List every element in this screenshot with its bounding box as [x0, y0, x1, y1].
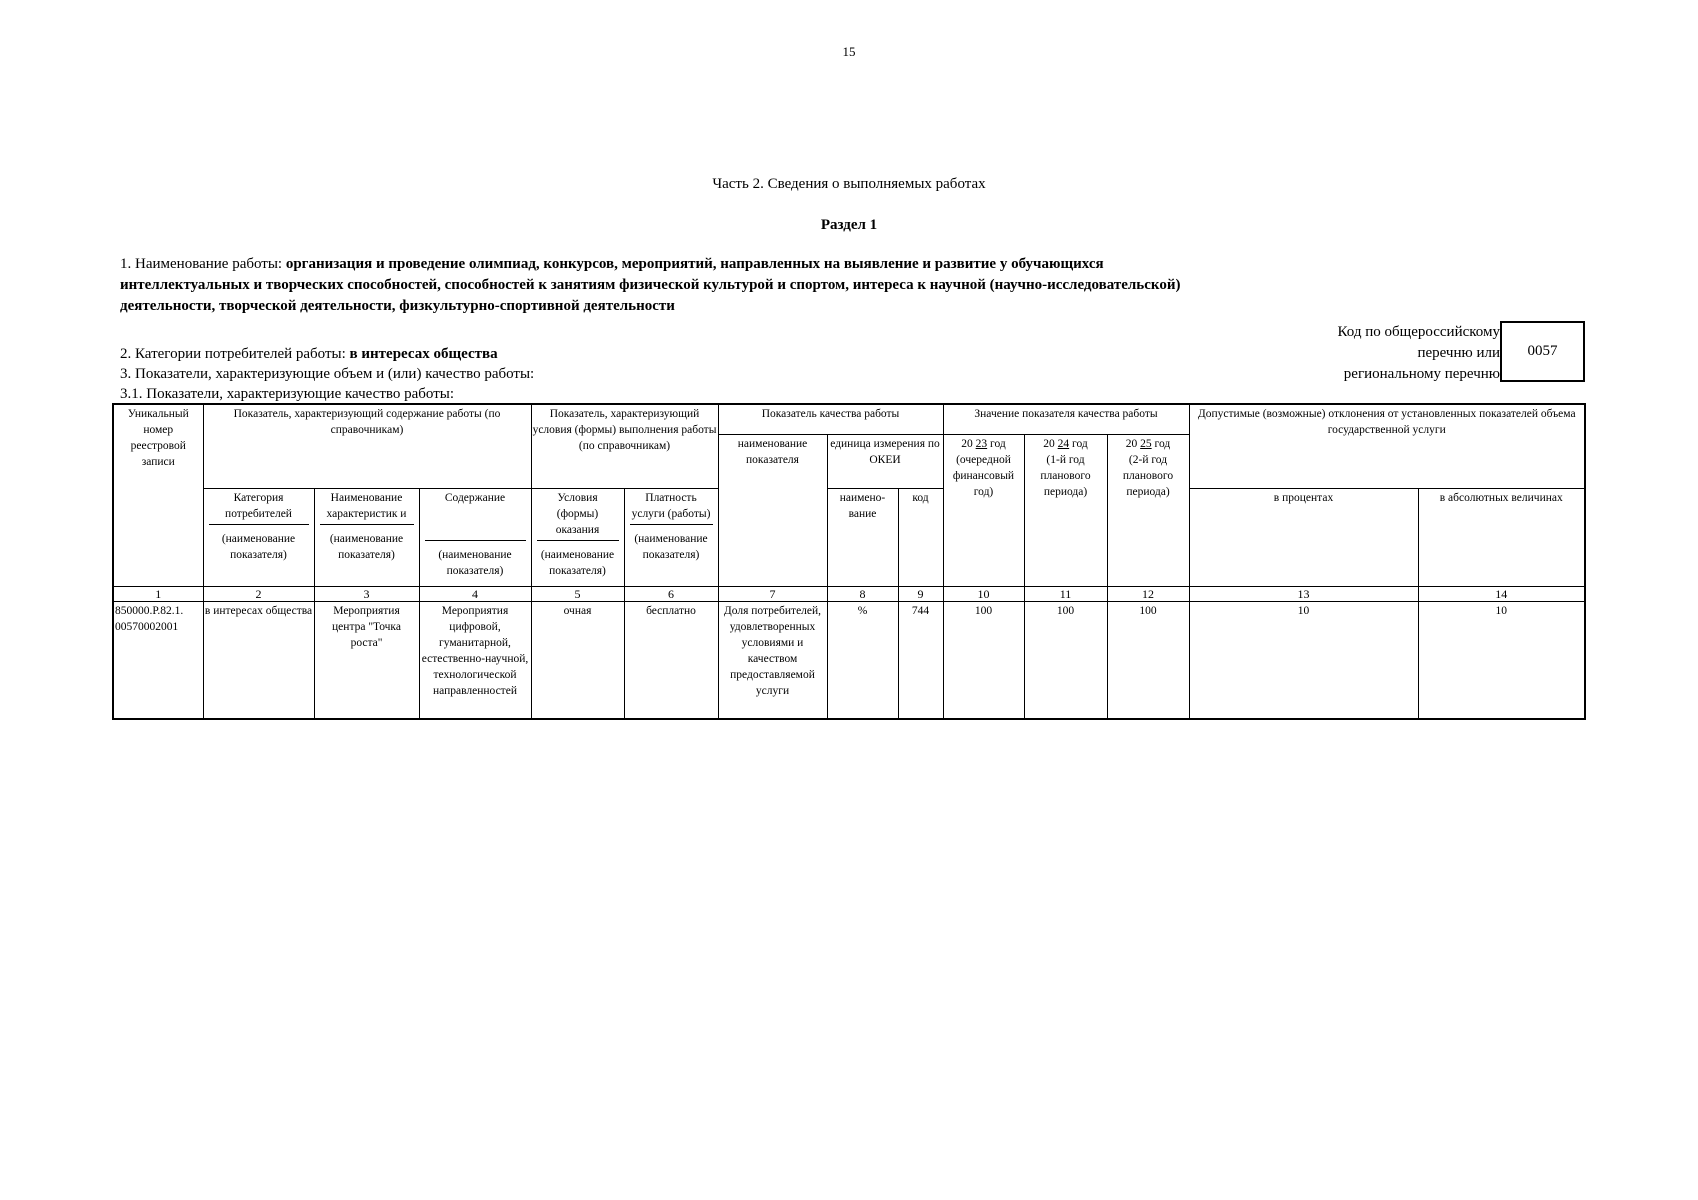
col-number: 10 [943, 586, 1024, 601]
year-3-value: 25 [1140, 437, 1152, 450]
cell-category: в интересах общества [203, 601, 314, 719]
header-indicator-name: наименование показателя [718, 434, 827, 586]
header-contents [419, 488, 531, 586]
header-unit-okei: единица измерения по ОКЕИ [827, 434, 943, 488]
header-contents-placeholder: (наименование показателя) [438, 548, 512, 577]
cell-value-year-2: 100 [1024, 601, 1107, 719]
header-conditions-indicator: Показатель, характеризующий условия (формы) выполнения работы (по справочникам) [531, 404, 718, 488]
header-unit-name: наимено-вание [827, 488, 898, 586]
code-label [1338, 322, 1500, 385]
year-2-value: 24 [1057, 437, 1070, 450]
header-char-name-placeholder: (наименование показателя) [329, 532, 404, 561]
col-number: 11 [1024, 586, 1107, 601]
year-1-prefix: 20 [961, 437, 973, 450]
header-conditions-label: Условия (формы) оказания [537, 490, 619, 541]
header-contents-label: Содержание [425, 490, 526, 541]
cell-payment: бесплатно [624, 601, 718, 719]
col-number: 8 [827, 586, 898, 601]
code-label-line3: региональному перечню [1343, 366, 1500, 382]
consumers-value: в интересах общества [349, 346, 498, 362]
year-3-word: год [1154, 437, 1171, 450]
work-name [120, 254, 1220, 317]
header-unit-code: код [898, 488, 943, 586]
year-2-desc: (1-й год планового периода) [1040, 453, 1091, 498]
table-row [113, 601, 1585, 719]
quality-title: 3.1. Показатели, характеризующие качество работы: [120, 386, 454, 402]
col-number: 12 [1107, 586, 1189, 601]
cell-unique-number: 850000.Р.82.1. 00570002001 [113, 601, 203, 719]
page-number: 15 [842, 44, 856, 59]
col-number: 4 [419, 586, 531, 601]
col-number: 14 [1418, 586, 1585, 601]
year-3-prefix: 20 [1125, 437, 1138, 450]
cell-unit-name: % [827, 601, 898, 719]
header-unique-number: Уникальный номер реестровой записи [113, 404, 203, 586]
header-conditions [531, 488, 624, 586]
cell-deviation-percent: 10 [1189, 601, 1418, 719]
col-number: 1 [113, 586, 203, 601]
cell-char-name: Мероприятия центра "Точка роста" [314, 601, 419, 719]
cell-indicator: Доля потребителей, удовлетворенных условиями и качеством предоставляемой услуги [718, 601, 827, 719]
consumers-line [120, 346, 498, 363]
cell-deviation-absolute: 10 [1418, 601, 1585, 719]
work-name-label: 1. Наименование работы: [120, 256, 286, 272]
col-number: 13 [1189, 586, 1418, 601]
consumers-label: 2. Категории потребителей работы: [120, 346, 350, 362]
cell-contents: Мероприятия цифровой, гуманитарной, естественно-научной, технологической направленностей [419, 601, 531, 719]
header-content-indicator: Показатель, характеризующий содержание работы (по справочникам) [203, 404, 531, 488]
cell-conditions: очная [531, 601, 624, 719]
header-char-name [314, 488, 419, 586]
year-1-word: год [990, 437, 1006, 450]
header-percent: в процентах [1189, 488, 1418, 586]
header-conditions-placeholder: (наименование показателя) [540, 548, 615, 577]
col-number: 2 [203, 586, 314, 601]
code-label-line2: перечню или [1417, 345, 1500, 361]
col-number: 7 [718, 586, 827, 601]
col-number: 6 [624, 586, 718, 601]
quality-table [112, 403, 1586, 720]
part-title: Часть 2. Сведения о выполняемых работах [712, 176, 986, 192]
header-category-placeholder: (наименование показателя) [221, 532, 296, 561]
cell-value-year-3: 100 [1107, 601, 1189, 719]
col-number: 3 [314, 586, 419, 601]
header-payment [624, 488, 718, 586]
year-1-value: 23 [975, 437, 988, 450]
indicators-title: 3. Показатели, характеризующие объем и (или) качество работы: [120, 366, 535, 382]
column-numbers-row [113, 586, 1585, 601]
code-box: 0057 [1500, 321, 1585, 382]
col-number: 5 [531, 586, 624, 601]
header-quality-indicator: Показатель качества работы [718, 404, 943, 434]
code-label-line1: Код по общероссийскому [1337, 324, 1500, 340]
year-2-prefix: 20 [1043, 437, 1055, 450]
year-3-desc: (2-й год планового периода) [1122, 453, 1174, 498]
header-payment-label: Платность услуги (работы) [630, 490, 713, 525]
header-payment-placeholder: (наименование показателя) [634, 532, 708, 561]
header-char-name-label: Наименование характеристик и [320, 490, 414, 525]
section-title: Раздел 1 [820, 217, 878, 233]
header-deviation: Допустимые (возможные) отклонения от установленных показателей объема государственной услуги [1189, 404, 1585, 488]
header-quality-value: Значение показателя качества работы [943, 404, 1189, 434]
header-category-label: Категория потребителей [209, 490, 309, 525]
header-category [203, 488, 314, 586]
work-name-value: организация и проведение олимпиад, конкурсов, мероприятий, направленных на выявление и развитие у обучающихся интеллектуальных и творческих способностей, способностей к занятиям физической культурой и спортом, интереса к научной (научно-исследовательской) деятельности, творческой деятельности, физкультурно-спортивной деятельности [120, 256, 1181, 314]
cell-unit-code: 744 [898, 601, 943, 719]
header-year-2 [1024, 434, 1107, 586]
header-year-3 [1107, 434, 1189, 586]
header-year-1 [943, 434, 1024, 586]
cell-value-year-1: 100 [943, 601, 1024, 719]
col-number: 9 [898, 586, 943, 601]
year-1-desc: (очередной финансовый год) [952, 453, 1015, 498]
year-2-word: год [1072, 437, 1088, 450]
header-absolute: в абсолютных величинах [1418, 488, 1585, 586]
